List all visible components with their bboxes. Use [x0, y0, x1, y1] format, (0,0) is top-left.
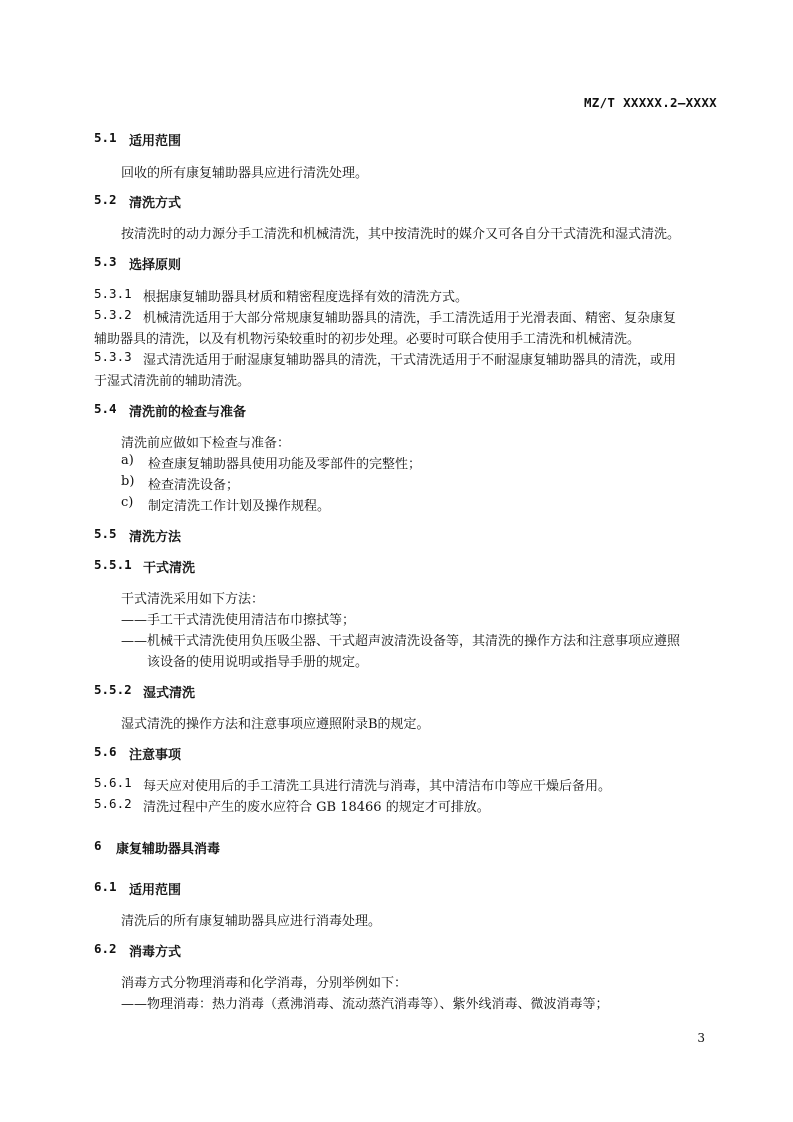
heading-title: 清洗前的检查与准备 [129, 405, 247, 420]
heading-number: 5.3 [94, 254, 117, 269]
clause-number: 5.3.3 [94, 349, 132, 364]
list-text: 检查清洗设备； [148, 478, 240, 493]
heading-number: 5.5 [94, 526, 117, 541]
clause-number: 5.6.2 [94, 796, 132, 811]
heading-number: 6.1 [94, 879, 117, 894]
heading-title: 注意事项 [129, 748, 182, 763]
heading-title: 消毒方式 [129, 945, 182, 960]
clause-number: 5.3.2 [94, 307, 132, 322]
dash-item: ——物理消毒：热力消毒（煮沸消毒、流动蒸汽消毒等）、紫外线消毒、微波消毒等； [121, 997, 609, 1012]
heading-title: 适用范围 [129, 134, 182, 149]
clause-5-3-3-cont: 于湿式清洗前的辅助清洗。 [94, 374, 251, 389]
dash-item: ——机械干式清洗使用负压吸尘器、干式超声波清洗设备等，其清洗的操作方法和注意事项应遵照 [121, 634, 681, 649]
paragraph-5-1: 回收的所有康复辅助器具应进行清洗处理。 [121, 166, 369, 181]
clause-number: 5.6.1 [94, 775, 132, 790]
heading-title: 清洗方式 [129, 196, 182, 211]
heading-number: 5.5.1 [94, 557, 132, 572]
heading-number: 5.2 [94, 192, 117, 207]
dash-item: ——手工干式清洗使用清洁布巾擦拭等； [121, 613, 356, 628]
paragraph-5-2: 按清洗时的动力源分手工清洗和机械清洗，其中按清洗时的媒介又可各自分干式清洗和湿式清洗。 [121, 227, 681, 242]
clause-5-3-2-cont: 辅助器具的清洗，以及有机物污染较重时的初步处理。必要时可联合使用手工清洗和机械清洗。 [94, 332, 641, 347]
paragraph-5-5-2: 湿式清洗的操作方法和注意事项应遵照附录B的规定。 [121, 717, 430, 732]
heading-title: 选择原则 [129, 258, 182, 273]
dash-item-cont: 该设备的使用说明或指导手册的规定。 [147, 655, 369, 670]
heading-number: 6 [94, 838, 102, 853]
list-marker: c) [121, 495, 134, 510]
document-code: MZ/T XXXXX.2—XXXX [583, 95, 717, 110]
clause-text: 湿式清洗适用于耐湿康复辅助器具的清洗，干式清洗适用于不耐湿康复辅助器具的清洗，或用 [143, 353, 677, 368]
clause-text: 每天应对使用后的手工清洗工具进行清洗与消毒，其中清洁布巾等应干燥后备用。 [143, 779, 612, 794]
list-marker: b) [121, 474, 135, 489]
clause-text: 机械清洗适用于大部分常规康复辅助器具的清洗，手工清洗适用于光滑表面、精密、复杂康复 [143, 311, 677, 326]
paragraph-6-2-intro: 消毒方式分物理消毒和化学消毒，分别举例如下： [121, 976, 408, 991]
paragraph-5-4-intro: 清洗前应做如下检查与准备： [121, 436, 291, 451]
heading-number: 5.5.2 [94, 682, 132, 697]
page-number: 3 [697, 1031, 705, 1045]
paragraph-6-1: 清洗后的所有康复辅助器具应进行消毒处理。 [121, 914, 382, 929]
heading-number: 6.2 [94, 941, 117, 956]
heading-number: 5.1 [94, 130, 117, 145]
heading-title: 康复辅助器具消毒 [116, 842, 221, 857]
heading-title: 湿式清洗 [143, 686, 196, 701]
clause-text: 清洗过程中产生的废水应符合 GB 18466 的规定才可排放。 [143, 800, 490, 815]
clause-text: 根据康复辅助器具材质和精密程度选择有效的清洗方式。 [143, 290, 469, 305]
paragraph-5-5-1-intro: 干式清洗采用如下方法： [121, 592, 265, 607]
heading-title: 干式清洗 [143, 561, 196, 576]
heading-title: 清洗方法 [129, 530, 182, 545]
list-text: 制定清洗工作计划及操作规程。 [148, 499, 331, 514]
list-text: 检查康复辅助器具使用功能及零部件的完整性； [148, 457, 422, 472]
heading-number: 5.4 [94, 401, 117, 416]
list-marker: a) [121, 453, 134, 468]
heading-title: 适用范围 [129, 883, 182, 898]
heading-number: 5.6 [94, 744, 117, 759]
clause-number: 5.3.1 [94, 286, 132, 301]
